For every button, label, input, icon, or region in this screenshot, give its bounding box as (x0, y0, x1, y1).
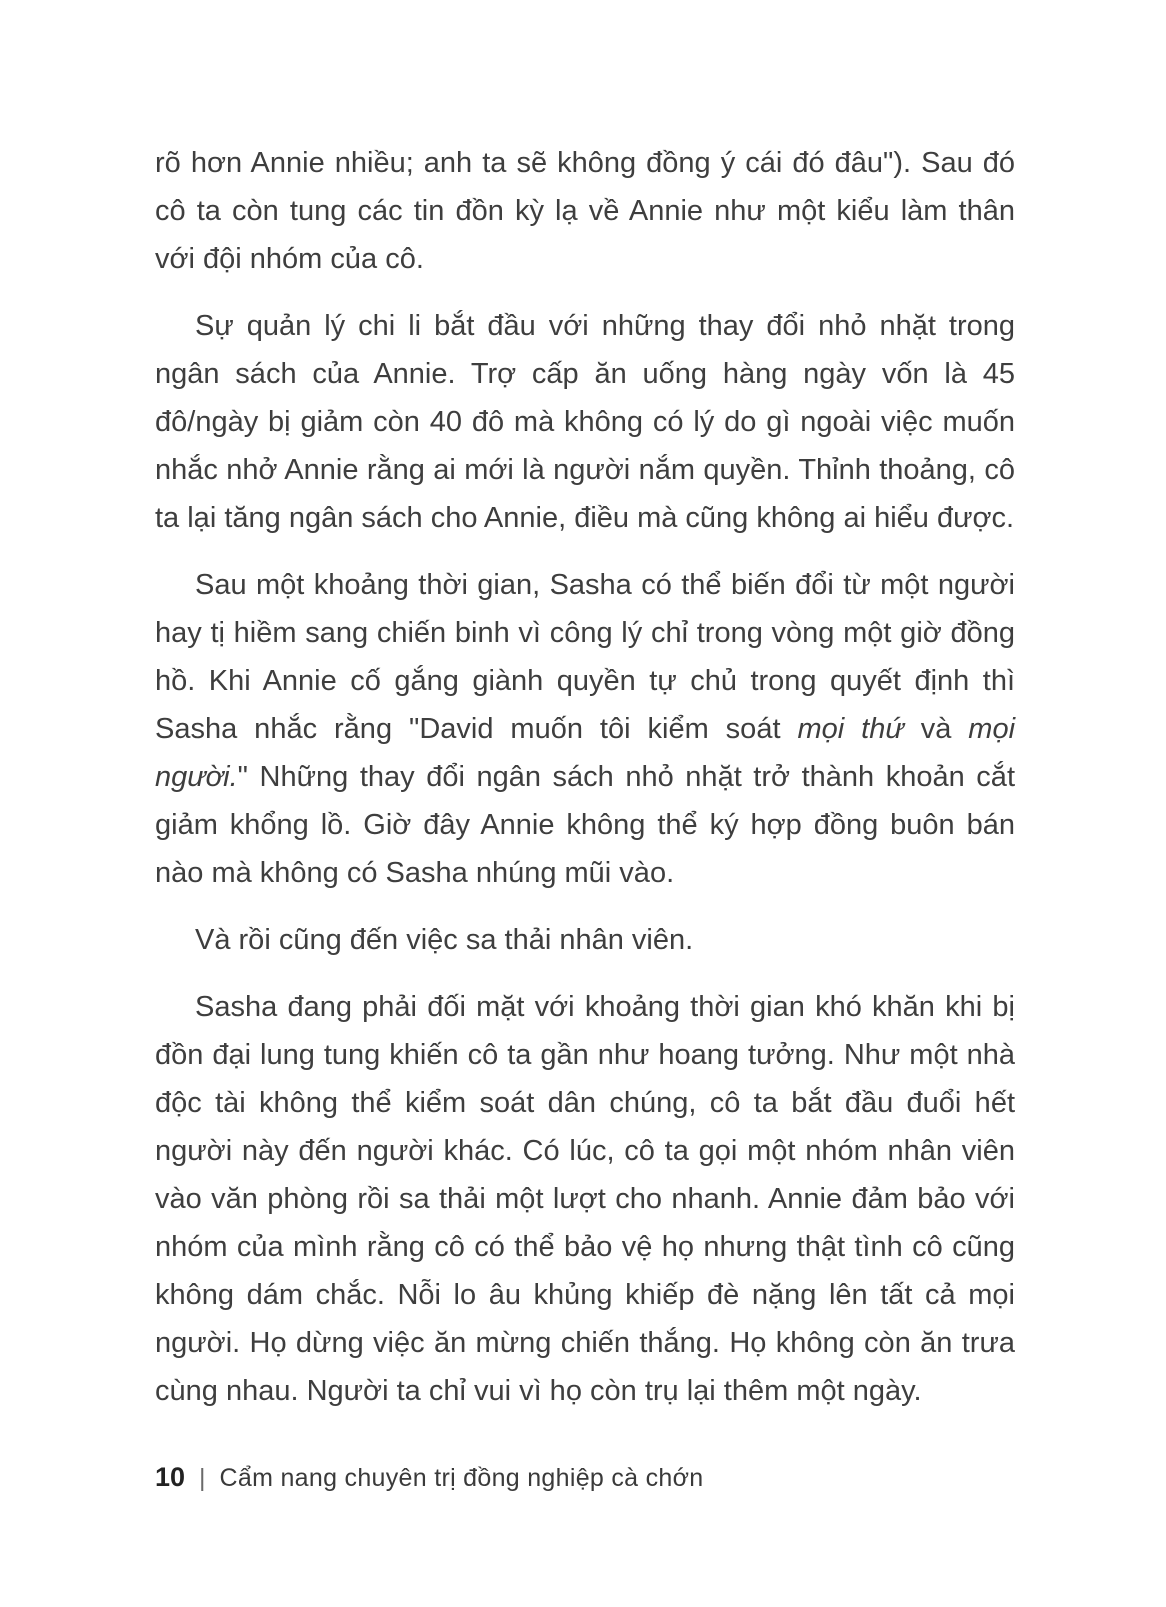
footer-separator: | (199, 1464, 206, 1492)
text-run: Sự quản lý chi li bắt đầu với những thay đổi nhỏ nhặt trong ngân sách của Annie. Trợ cấp ăn uống hàng ngày vốn là 45 đô/ngày bị giảm còn 40 đô mà không có lý do gì ngoài việc muốn nhắc nhở Annie rằng ai mới là người nắm quyền. Thỉnh thoảng, cô ta lại tăng ngân sách cho Annie, điều mà cũng không ai hiểu được. (155, 310, 1015, 534)
paragraph (155, 916, 1015, 964)
text-run: rõ hơn Annie nhiều; anh ta sẽ không đồng ý cái đó đâu"). Sau đó cô ta còn tung các tin đồn kỳ lạ về Annie như một kiểu làm thân với đội nhóm của cô. (155, 147, 1015, 275)
book-title: Cẩm nang chuyên trị đồng nghiệp cà chớn (219, 1464, 704, 1492)
text-run: " Những thay đổi ngân sách nhỏ nhặt trở thành khoản cắt giảm khổng lồ. Giờ đây Annie không thể ký hợp đồng buôn bán nào mà không có Sasha nhúng mũi vào. (155, 761, 1015, 889)
paragraph (155, 302, 1015, 542)
italic-text-run: mọi người. (155, 713, 1016, 793)
page-body (155, 139, 1015, 1434)
italic-text-run: mọi thứ (797, 713, 904, 745)
page-number: 10 (155, 1462, 186, 1492)
paragraph (155, 561, 1015, 897)
paragraph (155, 139, 1015, 283)
text-run: Và rồi cũng đến việc sa thải nhân viên. (195, 924, 694, 956)
page-footer (155, 1462, 704, 1493)
paragraph (155, 983, 1015, 1415)
text-run: Sasha đang phải đối mặt với khoảng thời gian khó khăn khi bị đồn đại lung tung khiến cô ta gần như hoang tưởng. Như một nhà độc tài không thể kiểm soát dân chúng, cô ta bắt đầu đuổi hết người này đến người khác. Có lúc, cô ta gọi một nhóm nhân viên vào văn phòng rồi sa thải một lượt cho nhanh. Annie đảm bảo với nhóm của mình rằng cô có thể bảo vệ họ nhưng thật tình cô cũng không dám chắc. Nỗi lo âu khủng khiếp đè nặng lên tất cả mọi người. Họ dừng việc ăn mừng chiến thắng. Họ không còn ăn trưa cùng nhau. Người ta chỉ vui vì họ còn trụ lại thêm một ngày. (155, 991, 1015, 1407)
text-run: Sau một khoảng thời gian, Sasha có thể biến đổi từ một người hay tị hiềm sang chiến binh vì công lý chỉ trong vòng một giờ đồng hồ. Khi Annie cố gắng giành quyền tự chủ trong quyết định thì Sasha nhắc rằng "David muốn tôi kiểm soát (155, 569, 1015, 745)
text-run: và (903, 713, 969, 745)
